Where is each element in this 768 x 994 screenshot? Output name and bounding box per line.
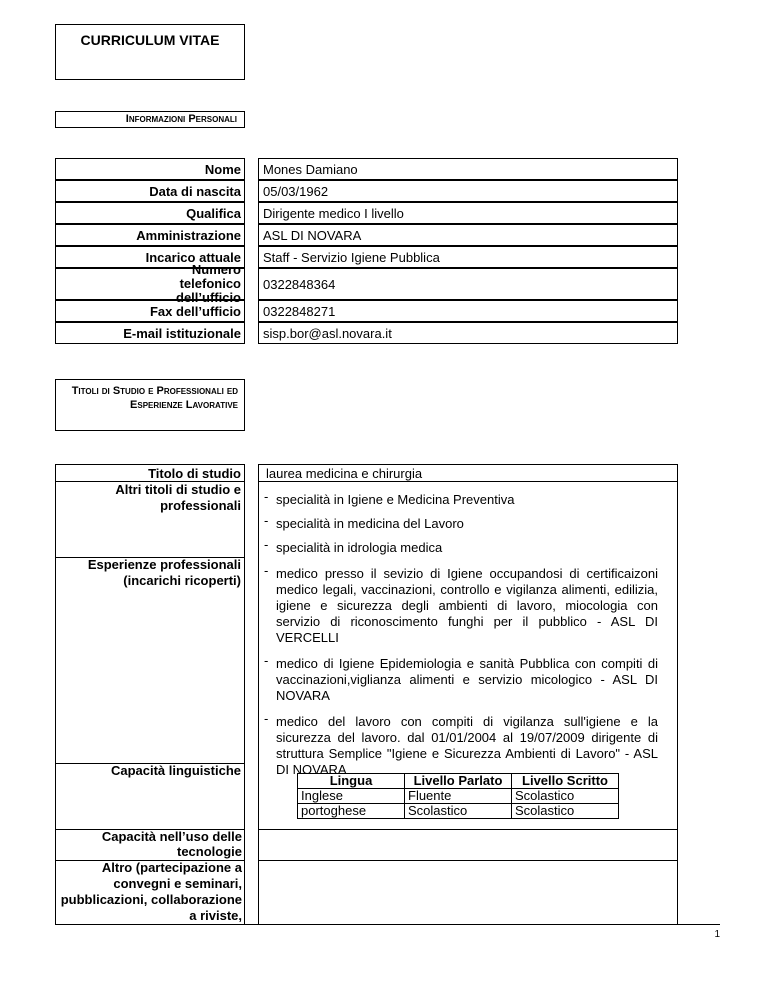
esperienze-list bbox=[263, 566, 658, 778]
section-titoli-esperienze bbox=[55, 379, 245, 431]
label-telefono-text: Numero telefonico dell’ufficio bbox=[176, 262, 241, 305]
value-incarico: Staff - Servizio Igiene Pubblica bbox=[258, 246, 678, 268]
label-data-nascita: Data di nascita bbox=[55, 180, 245, 202]
table-cell: Scolastico bbox=[512, 804, 619, 819]
label-tecnologie: Capacità nell’uso delle tecnologie bbox=[101, 829, 242, 859]
table-cell: Scolastico bbox=[405, 804, 512, 819]
label-esperienze: Esperienze professionali (incarichi ricoperti) bbox=[87, 557, 241, 588]
label-incarico: Incarico attuale bbox=[55, 246, 245, 268]
table-row bbox=[298, 789, 619, 804]
list-item: - medico del lavoro con compiti di vigilanza sull'igiene e la sicurezza del lavoro. dal 01/01/2004 al 19/07/2009 dirigente di struttura Semplice "Igiene e Sicurezza Ambienti di Lavoro" - ASL DI NOVARA bbox=[263, 714, 658, 778]
table-row bbox=[298, 804, 619, 819]
section-titoli-text: Titoli di Studio e Professionali ed Esperienze Lavorative bbox=[71, 385, 238, 411]
cv-title: CURRICULUM VITAE bbox=[55, 24, 245, 80]
label-altri-titoli: Altri titoli di studio e professionali bbox=[115, 482, 241, 513]
table-header-row bbox=[298, 774, 619, 789]
value-nome: Mones Damiano bbox=[258, 158, 678, 180]
label-titolo-studio: Titolo di studio bbox=[148, 466, 241, 481]
label-fax: Fax dell’ufficio bbox=[55, 300, 245, 322]
value-qualifica: Dirigente medico I livello bbox=[258, 202, 678, 224]
list-item: - medico presso il sevizio di Igiene occupandosi di certificaizoni medico legali, vaccinazioni, controllo e vigilanza alimenti, edilizia, igiene e sicurezza degli ambienti di lavoro, miocologia con servizio di riconoscimento funghi per il pubblico - ASL DI VERCELLI bbox=[263, 566, 658, 646]
altri-titoli-list bbox=[263, 492, 663, 555]
table-cell: portoghese bbox=[298, 804, 405, 819]
footer-line bbox=[55, 924, 720, 925]
value-titolo-studio: laurea medicina e chirurgia bbox=[266, 466, 423, 481]
value-email: sisp.bor@asl.novara.it bbox=[258, 322, 678, 344]
table-cell: Scolastico bbox=[512, 789, 619, 804]
label-telefono bbox=[55, 262, 245, 305]
page-number: 1 bbox=[714, 929, 720, 940]
list-item: - specialità in idrologia medica bbox=[263, 540, 663, 555]
label-email: E-mail istituzionale bbox=[55, 322, 245, 344]
table-cell: Fluente bbox=[405, 789, 512, 804]
value-amministrazione: ASL DI NOVARA bbox=[258, 224, 678, 246]
value-fax: 0322848271 bbox=[258, 300, 678, 322]
column-header: Lingua bbox=[298, 774, 405, 789]
list-item: - specialità in medicina del Lavoro bbox=[263, 516, 663, 531]
section-personal-info: Informazioni Personali bbox=[55, 111, 245, 128]
lingue-table bbox=[297, 773, 619, 819]
column-header: Livello Scritto bbox=[512, 774, 619, 789]
divider bbox=[55, 464, 245, 465]
divider bbox=[258, 481, 678, 482]
label-amministrazione: Amministrazione bbox=[55, 224, 245, 246]
column-header: Livello Parlato bbox=[405, 774, 512, 789]
list-item: - medico di Igiene Epidemiologia e sanità Pubblica con compiti di vaccinazioni,viglianza alimenti e servizio micologico - ASL DI NOVARA bbox=[263, 656, 658, 704]
label-nome: Nome bbox=[55, 158, 245, 180]
label-altro: Altro (partecipazione a convegni e seminari, pubblicazioni, collaborazione a riviste, bbox=[60, 860, 242, 923]
label-capacita-linguistiche: Capacità linguistiche bbox=[110, 763, 241, 778]
value-telefono: 0322848364 bbox=[258, 268, 678, 300]
value-data-nascita: 05/03/1962 bbox=[258, 180, 678, 202]
lingue-table-wrap bbox=[297, 773, 619, 819]
divider bbox=[258, 829, 678, 830]
divider bbox=[258, 860, 678, 861]
label-qualifica: Qualifica bbox=[55, 202, 245, 224]
table-cell: Inglese bbox=[298, 789, 405, 804]
list-item: - specialità in Igiene e Medicina Preventiva bbox=[263, 492, 663, 507]
